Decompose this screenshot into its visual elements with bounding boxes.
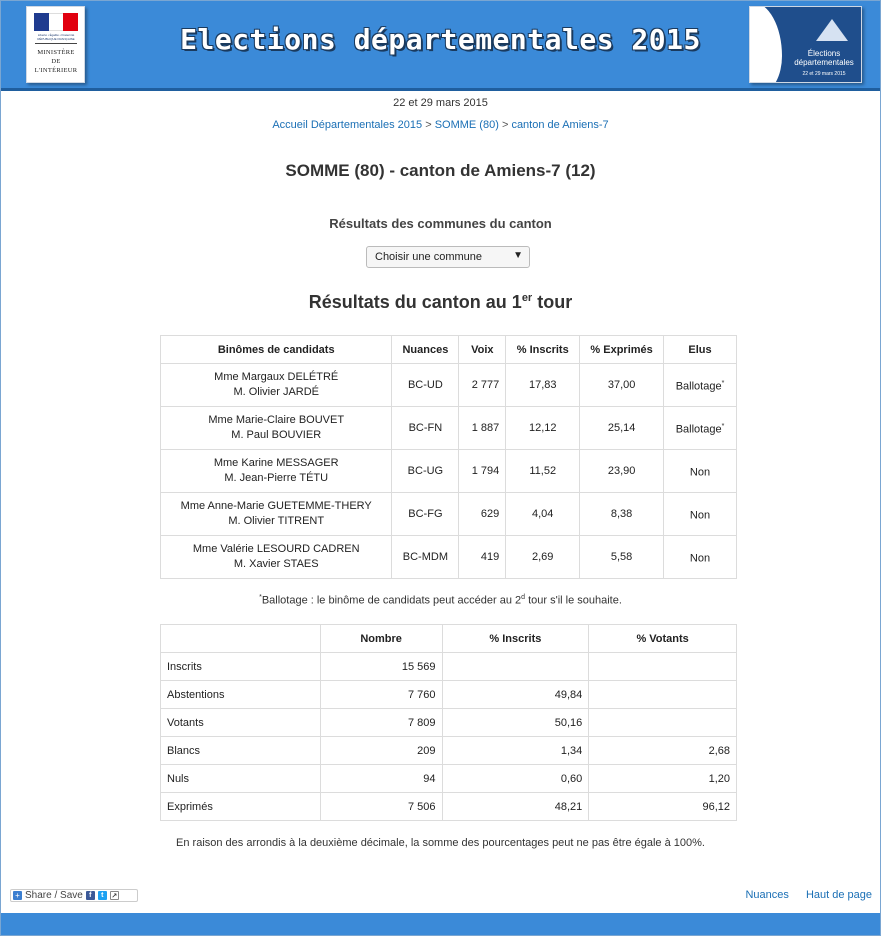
inscrits-cell: 49,84 bbox=[442, 681, 589, 709]
nuance-cell: BC-FG bbox=[392, 493, 459, 536]
table-row bbox=[161, 450, 737, 493]
inscrits-cell: 2,69 bbox=[506, 536, 580, 579]
inscrits-cell: 48,21 bbox=[442, 793, 589, 821]
voix-cell: 419 bbox=[459, 536, 506, 579]
column-header: % Votants bbox=[589, 625, 737, 653]
footer-links bbox=[731, 889, 872, 901]
voix-cell: 2 777 bbox=[459, 364, 506, 407]
page-title: SOMME (80) - canton de Amiens-7 (12) bbox=[285, 161, 596, 180]
votants-cell: 1,20 bbox=[589, 765, 737, 793]
breadcrumb-dept-link[interactable]: SOMME (80) bbox=[434, 119, 499, 131]
facebook-icon[interactable]: f bbox=[86, 891, 95, 900]
table-row bbox=[161, 364, 737, 407]
exprimes-cell: 8,38 bbox=[580, 493, 664, 536]
footer-bar bbox=[1, 913, 880, 935]
inscrits-cell: 0,60 bbox=[442, 765, 589, 793]
share-label: Share / Save bbox=[25, 890, 83, 901]
table-row bbox=[161, 793, 737, 821]
votants-cell: 96,12 bbox=[589, 793, 737, 821]
nombre-cell: 209 bbox=[320, 737, 442, 765]
column-header: % Inscrits bbox=[442, 625, 589, 653]
nuance-cell: BC-FN bbox=[392, 407, 459, 450]
column-header: % Inscrits bbox=[506, 336, 580, 364]
nombre-cell: 7 760 bbox=[320, 681, 442, 709]
addtoany-icon: + bbox=[13, 891, 22, 900]
stat-label-cell: Votants bbox=[161, 709, 321, 737]
nombre-cell: 7 809 bbox=[320, 709, 442, 737]
election-date: 22 et 29 mars 2015 bbox=[393, 97, 488, 109]
voix-cell: 629 bbox=[459, 493, 506, 536]
exprimes-cell: 23,90 bbox=[580, 450, 664, 493]
breadcrumb bbox=[1, 119, 880, 131]
stat-label-cell: Exprimés bbox=[161, 793, 321, 821]
elections-logo[interactable] bbox=[749, 6, 862, 83]
column-header: Voix bbox=[459, 336, 506, 364]
table-header-row bbox=[161, 336, 737, 364]
nuance-cell: BC-UD bbox=[392, 364, 459, 407]
ballot-box-icon bbox=[816, 19, 848, 41]
exprimes-cell: 5,58 bbox=[580, 536, 664, 579]
inscrits-cell bbox=[442, 653, 589, 681]
table-row bbox=[161, 653, 737, 681]
candidates-cell: Mme Valérie LESOURD CADREN M. Xavier STAES bbox=[161, 536, 392, 579]
inscrits-cell: 4,04 bbox=[506, 493, 580, 536]
share-icon[interactable]: ↗ bbox=[111, 893, 118, 900]
column-header: Nombre bbox=[320, 625, 442, 653]
stat-label-cell: Blancs bbox=[161, 737, 321, 765]
candidates-cell: Mme Anne-Marie GUETEMME-THERY M. Olivier TITRENT bbox=[161, 493, 392, 536]
twitter-icon[interactable]: t bbox=[98, 891, 107, 900]
candidates-cell: Mme Karine MESSAGER M. Jean-Pierre TÉTU bbox=[161, 450, 392, 493]
nuance-cell: BC-MDM bbox=[392, 536, 459, 579]
elus-cell: Non bbox=[664, 450, 737, 493]
voix-cell: 1 887 bbox=[459, 407, 506, 450]
nuance-cell: BC-UG bbox=[392, 450, 459, 493]
nombre-cell: 94 bbox=[320, 765, 442, 793]
nombre-cell: 7 506 bbox=[320, 793, 442, 821]
commune-select[interactable] bbox=[366, 246, 530, 268]
breadcrumb-separator: > bbox=[425, 119, 432, 131]
candidates-cell: Mme Marie-Claire BOUVET M. Paul BOUVIER bbox=[161, 407, 392, 450]
stat-label-cell: Abstentions bbox=[161, 681, 321, 709]
site-title: Elections départementales 2015 bbox=[180, 23, 701, 56]
table-row bbox=[161, 681, 737, 709]
votants-cell bbox=[589, 709, 737, 737]
nombre-cell: 15 569 bbox=[320, 653, 442, 681]
column-header: Nuances bbox=[392, 336, 459, 364]
inscrits-cell: 12,12 bbox=[506, 407, 580, 450]
nuances-link[interactable]: Nuances bbox=[745, 889, 789, 901]
column-header bbox=[161, 625, 321, 653]
votants-cell: 2,68 bbox=[589, 737, 737, 765]
inscrits-cell: 50,16 bbox=[442, 709, 589, 737]
column-header: % Exprimés bbox=[580, 336, 664, 364]
elus-cell: Ballotage* bbox=[664, 407, 737, 450]
communes-section-title: Résultats des communes du canton bbox=[329, 216, 552, 231]
column-header: Elus bbox=[664, 336, 737, 364]
marianne-icon bbox=[749, 6, 782, 83]
stats-table bbox=[160, 624, 737, 821]
candidates-table bbox=[160, 335, 737, 579]
elus-cell: Non bbox=[664, 536, 737, 579]
site-header bbox=[1, 1, 880, 91]
table-row bbox=[161, 493, 737, 536]
elections-logo-text: Élections départementales bbox=[794, 49, 854, 67]
inscrits-cell: 17,83 bbox=[506, 364, 580, 407]
table-row bbox=[161, 737, 737, 765]
elus-cell: Ballotage* bbox=[664, 364, 737, 407]
republique-text: Liberté • Égalité • Fraternité RÉPUBLIQUE FRANÇAISE bbox=[37, 33, 75, 41]
stat-label-cell: Inscrits bbox=[161, 653, 321, 681]
breadcrumb-separator: > bbox=[501, 119, 509, 131]
results-title: Résultats du canton au 1er tour bbox=[308, 292, 573, 312]
votants-cell bbox=[589, 681, 737, 709]
inscrits-cell: 11,52 bbox=[506, 450, 580, 493]
exprimes-cell: 37,00 bbox=[580, 364, 664, 407]
elus-cell: Non bbox=[664, 493, 737, 536]
back-to-top-link[interactable]: Haut de page bbox=[805, 889, 872, 901]
table-header-row bbox=[161, 625, 737, 653]
commune-select-value: Choisir une commune bbox=[375, 251, 482, 263]
elections-logo-date: 22 et 29 mars 2015 bbox=[802, 71, 846, 77]
column-header: Binômes de candidats bbox=[161, 336, 392, 364]
table-row bbox=[161, 709, 737, 737]
voix-cell: 1 794 bbox=[459, 450, 506, 493]
candidates-cell: Mme Margaux DELÉTRÉ M. Olivier JARDÉ bbox=[161, 364, 392, 407]
breadcrumb-home-link[interactable]: Accueil Départementales 2015 bbox=[272, 119, 423, 131]
dropdown-arrow-icon: ▼ bbox=[513, 250, 523, 261]
table-row bbox=[161, 407, 737, 450]
ministere-text: MINISTÈRE DE L'INTÉRIEUR bbox=[34, 49, 78, 74]
share-save-button[interactable] bbox=[10, 889, 138, 902]
breadcrumb-canton-link[interactable]: canton de Amiens-7 bbox=[511, 119, 609, 131]
table-row bbox=[161, 536, 737, 579]
votants-cell bbox=[589, 653, 737, 681]
table-row bbox=[161, 765, 737, 793]
inscrits-cell: 1,34 bbox=[442, 737, 589, 765]
exprimes-cell: 25,14 bbox=[580, 407, 664, 450]
rounding-footnote: En raison des arrondis à la deuxième décimale, la somme des pourcentages peut ne pas être égale à 100%. bbox=[176, 837, 705, 849]
ballotage-note: *Ballotage : le binôme de candidats peut accéder au 2$^d$ tour s'il le souhaite. bbox=[259, 594, 622, 607]
stat-label-cell: Nuls bbox=[161, 765, 321, 793]
